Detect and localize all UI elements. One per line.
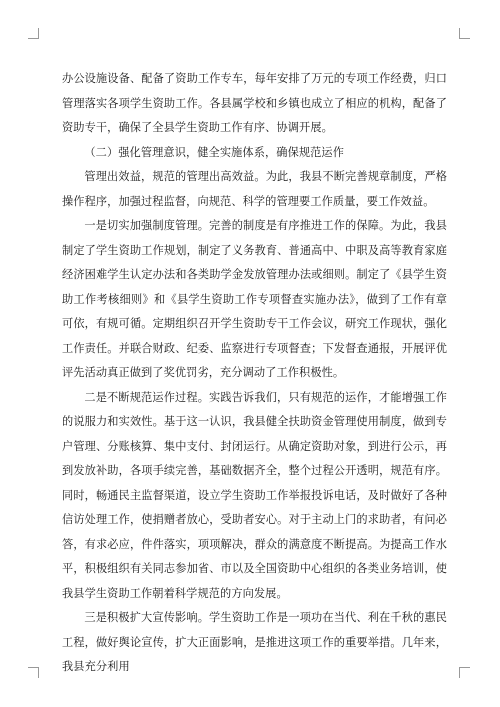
crop-mark-top-right xyxy=(459,28,470,39)
section-heading: （二）强化管理意识，健全实施体系，确保规范运作 xyxy=(84,145,345,159)
crop-mark-bottom-right xyxy=(459,667,470,678)
paragraph: 一是切实加强制度管理。完善的制度是有序推进工作的保障。为此，我县制定了学生资助工作规划，制定了义务教育、普通高中、中职及高等教育家庭经济困难学生认定办法和各类助学金发放管理办法或细则。制定了《县学生资助工作考核细则》和《县学生资助工作专项督查实施办法》，做到了工作有章可依，有规可循。定期组织召开学生资助专干工作会议，研究工作现状，强化工作责任。并联合财政、纪委、监察进行专项督查；下发督查通报，开展评优评先活动真正做到了奖优罚劣，充分调动了工作积极性。 xyxy=(62,219,447,379)
paragraph-continuation: 办公设施设备、配备了资助工作专车，每年安排了万元的专项工作经费，归口管理落实各项学生资助工作。各县属学校和乡镇也成立了相应的机构，配备了资助专干，确保了全县学生资助工作有序、协调开展。 xyxy=(62,72,447,134)
document-body xyxy=(62,67,447,680)
paragraph: 管理出效益，规范的管理出高效益。为此，我县不断完善规章制度，严格操作程序，加强过程监督，向规范、科学的管理要工作质量，要工作效益。 xyxy=(62,170,447,208)
crop-mark-bottom-left xyxy=(28,667,39,678)
crop-mark-top-left xyxy=(28,28,39,39)
paragraph: 三是积极扩大宣传影响。学生资助工作是一项功在当代、利在千秋的惠民工程，做好舆论宣传，扩大正面影响，是推进这项工作的重要举措。几年来，我县充分利用 xyxy=(62,611,447,673)
paragraph: 二是不断规范运作过程。实践告诉我们，只有规范的运作，才能增强工作的说服力和实效性。基于这一认识，我县健全扶助资金管理使用制度，做到专户管理、分账核算、集中支付、封闭运行。从确定资助对象，到进行公示，再到发放补助，各项手续完善，基础数据齐全，整个过程公开透明，规范有序。同时，畅通民主监督渠道，设立学生资助工作举报投诉电话，及时做好了各种信访处理工作，使捐赠者放心，受助者安心。对于主动上门的求助者，有问必答，有求必应，件件落实，项项解决，群众的满意度不断提高。为提高工作水平，积极组织有关同志参加省、市以及全国资助中心组织的各类业务培训，使我县学生资助工作朝着科学规范的方向发展。 xyxy=(62,390,447,600)
